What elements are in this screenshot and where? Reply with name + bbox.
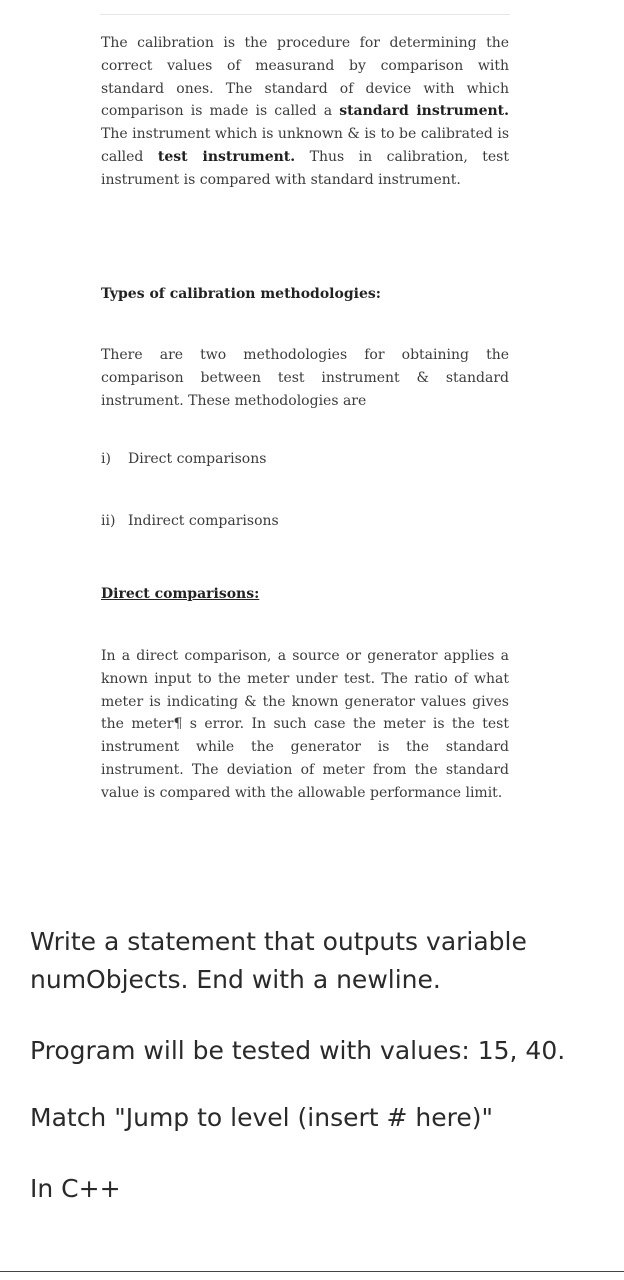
types-heading: Types of calibration methodologies: xyxy=(101,286,381,302)
intro-text-2: The instrument which is unknown & is to be calibrated is called xyxy=(101,126,509,165)
direct-heading: Direct comparisons: xyxy=(101,586,260,602)
intro-text-1: The calibration is the procedure for determining the correct values of measurand by comparison with standard ones. The standard of device with which comparison is made is called a xyxy=(101,35,509,120)
list-text: Direct comparisons xyxy=(128,451,267,467)
list-number: i) xyxy=(101,451,111,467)
question-line-4: In C++ xyxy=(30,1174,121,1203)
list-text: Indirect comparisons xyxy=(128,513,279,529)
list-item-direct xyxy=(101,451,266,467)
question-line-2: Program will be tested with values: 15, 40. xyxy=(30,1036,566,1065)
direct-paragraph: In a direct comparison, a source or generator applies a known input to the meter under test. The ratio of what meter is indicating & the known generator values gives the meter¶ s error. In such case the meter is the test instrument while the generator is the standard instrument. The deviation of meter from the standard value is compared with the allowable performance limit. xyxy=(101,648,509,801)
top-divider xyxy=(100,10,510,15)
question-line-3: Match "Jump to level (insert # here)" xyxy=(30,1103,494,1132)
intro-paragraph xyxy=(101,32,509,192)
types-paragraph: There are two methodologies for obtaining the comparison between test instrument & standard instrument. These methodologies are xyxy=(101,347,509,409)
intro-text-3: Thus in calibration, test instrument is compared with standard instrument. xyxy=(101,148,509,188)
intro-bold-standard-instrument: standard instrument. xyxy=(339,103,509,120)
list-item-indirect xyxy=(101,513,279,529)
bottom-divider xyxy=(0,1271,624,1272)
question-line-1: Write a statement that outputs variable numObjects. End with a newline. xyxy=(30,927,527,994)
intro-bold-test-instrument: test instrument. xyxy=(157,148,296,165)
list-number: ii) xyxy=(101,513,116,529)
